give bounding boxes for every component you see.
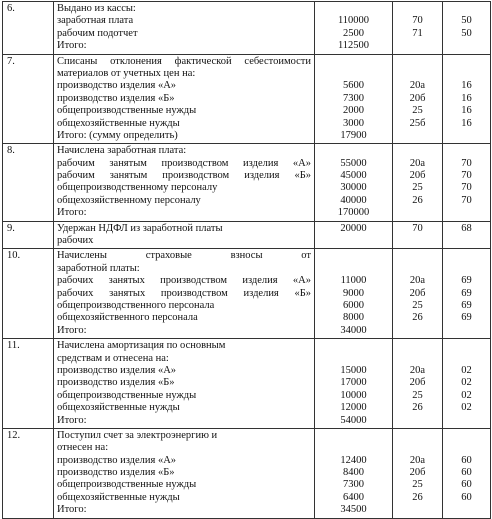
description-line: Удержан НДФЛ из заработной платы xyxy=(57,222,223,234)
credit-account-value: 16 xyxy=(461,105,472,117)
amount-value: 8000 xyxy=(343,312,364,324)
amount-value xyxy=(315,250,392,262)
operation-description xyxy=(54,54,315,144)
description-line: Итого: xyxy=(57,414,87,426)
description-line: рабочим занятым производством изделия «Б» xyxy=(57,170,311,182)
row-number: 6. xyxy=(3,2,54,55)
debit-account-value: 20б xyxy=(409,287,426,299)
debit-account-cell xyxy=(393,221,443,249)
description-line: производство изделия «А» xyxy=(57,364,177,376)
description-line: производство изделия «Б» xyxy=(57,92,175,104)
debit-account-value xyxy=(393,145,442,157)
amount-value: 6400 xyxy=(343,491,364,503)
credit-account-cell xyxy=(443,339,491,429)
description-line: Начислена амортизация по основным xyxy=(57,340,226,352)
debit-account-value xyxy=(393,250,442,262)
amount-value xyxy=(315,3,392,15)
debit-account-cell xyxy=(393,249,443,339)
credit-account-value: 16 xyxy=(461,117,472,129)
description-line: заработной платы: xyxy=(57,262,140,274)
debit-account-value xyxy=(393,442,442,454)
credit-account-value: 70 xyxy=(461,182,472,194)
amount-value: 2000 xyxy=(343,105,364,117)
amount-value: 8400 xyxy=(343,467,364,479)
credit-account-cell xyxy=(443,144,491,221)
credit-account-value: 69 xyxy=(461,275,472,287)
credit-account-value: 02 xyxy=(461,377,472,389)
amount-value: 7300 xyxy=(343,479,364,491)
description-line: рабочих xyxy=(57,235,94,247)
credit-account-value: 02 xyxy=(461,402,472,414)
debit-account-value: 20б xyxy=(409,467,426,479)
debit-account-value: 25 xyxy=(412,389,423,401)
description-line: Итого: xyxy=(57,504,87,516)
amount-value xyxy=(315,145,392,157)
credit-account-value: 02 xyxy=(461,389,472,401)
amount-cell xyxy=(315,249,393,339)
description-line: Выдано из кассы: xyxy=(57,3,136,14)
description-line: рабочих занятых производством изделия «Б» xyxy=(57,287,311,299)
debit-account-value: 26 xyxy=(412,194,423,206)
amount-value: 9000 xyxy=(343,287,364,299)
debit-account-value: 26 xyxy=(412,312,423,324)
table-row xyxy=(3,249,491,339)
debit-account-value: 20а xyxy=(409,275,426,287)
row-number: 12. xyxy=(3,428,54,518)
row-number: 8. xyxy=(3,144,54,221)
transactions-table xyxy=(2,1,491,519)
description-line: общепроизводственные нужды xyxy=(57,389,197,401)
debit-account-value: 25б xyxy=(409,117,426,129)
description-line: производство изделия «Б» xyxy=(57,467,175,479)
debit-account-value: 20а xyxy=(409,454,426,466)
table-row xyxy=(3,428,491,518)
description-line: общехозяйственные нужды xyxy=(57,491,180,503)
amount-value xyxy=(315,235,392,247)
amount-cell xyxy=(315,54,393,144)
credit-account-value: 70 xyxy=(461,194,472,206)
description-line: общехозяйственному персоналу xyxy=(57,194,201,206)
credit-account-value: 69 xyxy=(461,312,472,324)
amount-value: 54000 xyxy=(340,414,367,426)
credit-account-value xyxy=(443,325,490,337)
debit-account-value: 26 xyxy=(412,491,423,503)
amount-value xyxy=(315,353,392,365)
description-line: Итого: xyxy=(57,207,87,219)
operation-description xyxy=(54,339,315,429)
debit-account-value xyxy=(393,415,442,427)
credit-account-value: 60 xyxy=(461,479,472,491)
credit-account-value xyxy=(443,130,490,142)
credit-account-value: 50 xyxy=(461,27,472,39)
description-line: общепроизводственные нужды xyxy=(57,479,197,491)
amount-value: 3000 xyxy=(343,117,364,129)
debit-account-value: 70 xyxy=(412,222,423,234)
amount-value: 45000 xyxy=(340,170,367,182)
description-line: общепроизводственного персонала xyxy=(57,299,215,311)
credit-account-value xyxy=(443,3,490,15)
amount-cell xyxy=(315,221,393,249)
debit-account-value: 25 xyxy=(412,105,423,117)
description-line: рабочим занятым производством изделия «А» xyxy=(57,157,311,169)
debit-account-cell xyxy=(393,339,443,429)
debit-account-value: 20а xyxy=(409,80,426,92)
amount-value: 10000 xyxy=(340,389,367,401)
description-line: общехозяйственные нужды xyxy=(57,402,180,414)
debit-account-value: 25 xyxy=(412,299,423,311)
description-line: материалов от учетных цен на: xyxy=(57,67,196,79)
description-line: Списаны отклонения фактической себестоимости xyxy=(57,55,311,67)
debit-account-value xyxy=(393,56,442,68)
description-line: общепроизводственному персоналу xyxy=(57,182,218,194)
description-line: Начислены страховые взносы от xyxy=(57,250,311,262)
amount-value xyxy=(315,68,392,80)
description-line: общехозяйственные нужды xyxy=(57,117,180,129)
amount-value: 17000 xyxy=(340,377,367,389)
amount-value: 20000 xyxy=(340,222,367,234)
credit-account-value xyxy=(443,263,490,275)
debit-account-value xyxy=(393,207,442,219)
debit-account-value: 20б xyxy=(409,170,426,182)
description-line: Итого: (сумму определить) xyxy=(57,129,178,141)
credit-account-value xyxy=(443,56,490,68)
table-row xyxy=(3,144,491,221)
amount-value: 112500 xyxy=(337,40,370,52)
row-number: 11. xyxy=(3,339,54,429)
credit-account-value xyxy=(443,340,490,352)
amount-value: 110000 xyxy=(337,15,370,27)
description-line: Начислена заработная плата: xyxy=(57,145,187,157)
debit-account-value: 71 xyxy=(412,27,423,39)
description-line: Поступил счет за электроэнергию и xyxy=(57,429,218,441)
debit-account-value: 25 xyxy=(412,182,423,194)
amount-value: 34000 xyxy=(340,324,367,336)
description-line: Итого: xyxy=(57,40,87,52)
debit-account-value xyxy=(393,353,442,365)
table-row xyxy=(3,221,491,249)
credit-account-value xyxy=(443,145,490,157)
debit-account-value xyxy=(393,235,442,247)
table-row xyxy=(3,2,491,55)
amount-value: 34500 xyxy=(340,504,367,516)
credit-account-value xyxy=(443,207,490,219)
credit-account-value: 60 xyxy=(461,467,472,479)
credit-account-cell xyxy=(443,249,491,339)
operation-description xyxy=(54,144,315,221)
amount-value: 55000 xyxy=(340,157,367,169)
description-line: заработная плата xyxy=(57,15,134,27)
debit-account-value: 20а xyxy=(409,157,426,169)
credit-account-cell xyxy=(443,221,491,249)
debit-account-value xyxy=(393,40,442,52)
debit-account-cell xyxy=(393,54,443,144)
description-line: общехозяйственного персонала xyxy=(57,312,198,324)
credit-account-value xyxy=(443,235,490,247)
amount-value xyxy=(315,263,392,275)
amount-value: 6000 xyxy=(343,299,364,311)
amount-value: 17900 xyxy=(340,129,367,141)
operation-description xyxy=(54,221,315,249)
credit-account-value: 60 xyxy=(461,491,472,503)
credit-account-value: 69 xyxy=(461,287,472,299)
amount-value xyxy=(315,340,392,352)
table-row xyxy=(3,339,491,429)
credit-account-value: 16 xyxy=(461,80,472,92)
credit-account-value xyxy=(443,250,490,262)
amount-value: 12400 xyxy=(340,454,367,466)
credit-account-value xyxy=(443,442,490,454)
debit-account-value xyxy=(393,68,442,80)
credit-account-value: 70 xyxy=(461,170,472,182)
debit-account-value: 70 xyxy=(412,15,423,27)
transactions-table-body xyxy=(3,2,491,519)
credit-account-cell xyxy=(443,54,491,144)
credit-account-value: 70 xyxy=(461,157,472,169)
credit-account-value: 16 xyxy=(461,92,472,104)
amount-cell xyxy=(315,339,393,429)
credit-account-value: 69 xyxy=(461,299,472,311)
document xyxy=(2,1,490,519)
debit-account-cell xyxy=(393,2,443,55)
amount-value xyxy=(315,442,392,454)
operation-description xyxy=(54,428,315,518)
description-line: рабочих занятых производством изделия «А» xyxy=(57,275,311,287)
debit-account-value: 20б xyxy=(409,377,426,389)
debit-account-cell xyxy=(393,428,443,518)
amount-value: 2500 xyxy=(343,27,364,39)
amount-value xyxy=(315,56,392,68)
amount-value: 7300 xyxy=(343,92,364,104)
debit-account-value: 25 xyxy=(412,479,423,491)
description-line: общепроизводственные нужды xyxy=(57,105,197,117)
description-line: отнесен на: xyxy=(57,442,109,454)
amount-cell xyxy=(315,144,393,221)
debit-account-value xyxy=(393,263,442,275)
credit-account-cell xyxy=(443,2,491,55)
amount-value: 170000 xyxy=(337,207,370,219)
debit-account-value: 26 xyxy=(412,402,423,414)
debit-account-value xyxy=(393,3,442,15)
row-number: 9. xyxy=(3,221,54,249)
description-line: производство изделия «Б» xyxy=(57,377,175,389)
credit-account-value xyxy=(443,68,490,80)
credit-account-value: 50 xyxy=(461,15,472,27)
debit-account-value xyxy=(393,325,442,337)
description-line: рабочим подотчет xyxy=(57,27,138,39)
amount-cell xyxy=(315,428,393,518)
description-line: средствам и отнесена на: xyxy=(57,352,169,364)
debit-account-value xyxy=(393,430,442,442)
row-number: 7. xyxy=(3,54,54,144)
debit-account-value xyxy=(393,130,442,142)
description-line: производство изделия «А» xyxy=(57,80,177,92)
debit-account-value: 20а xyxy=(409,364,426,376)
description-line: Итого: xyxy=(57,324,87,336)
description-line: производство изделия «А» xyxy=(57,454,177,466)
amount-value: 15000 xyxy=(340,364,367,376)
row-number: 10. xyxy=(3,249,54,339)
amount-cell xyxy=(315,2,393,55)
amount-value: 5600 xyxy=(343,80,364,92)
credit-account-value xyxy=(443,415,490,427)
amount-value xyxy=(315,430,392,442)
credit-account-value: 60 xyxy=(461,454,472,466)
operation-description xyxy=(54,2,315,55)
operation-description xyxy=(54,249,315,339)
credit-account-value xyxy=(443,40,490,52)
amount-value: 12000 xyxy=(340,402,367,414)
credit-account-value: 02 xyxy=(461,364,472,376)
amount-value: 11000 xyxy=(340,275,367,287)
debit-account-cell xyxy=(393,144,443,221)
amount-value: 30000 xyxy=(340,182,367,194)
table-row xyxy=(3,54,491,144)
credit-account-value xyxy=(443,430,490,442)
credit-account-value: 68 xyxy=(461,222,472,234)
credit-account-cell xyxy=(443,428,491,518)
credit-account-value xyxy=(443,353,490,365)
debit-account-value: 20б xyxy=(409,92,426,104)
amount-value: 40000 xyxy=(340,194,367,206)
debit-account-value xyxy=(393,340,442,352)
